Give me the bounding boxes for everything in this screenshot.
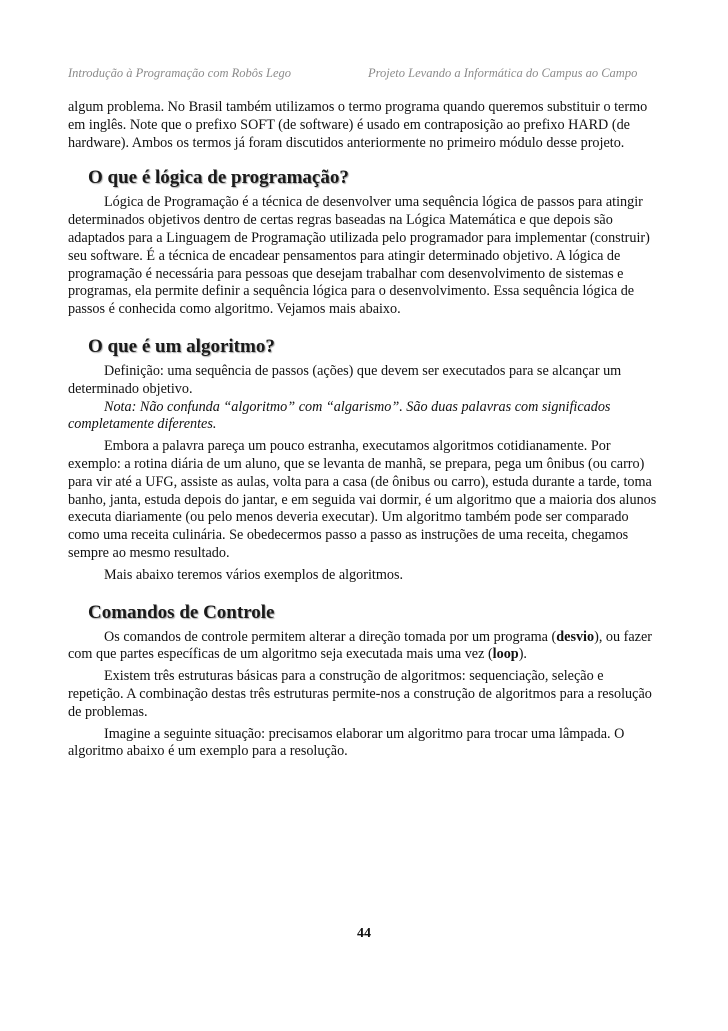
body-content <box>68 99 660 761</box>
paragraph-exemplos: Mais abaixo teremos vários exemplos de algoritmos. <box>104 566 404 583</box>
running-header-left: Introdução à Programação com Robôs Lego <box>68 66 292 80</box>
paragraph-situacao: Imagine a seguinte situação: precisamos elaborar um algoritmo para trocar uma lâmpada. O algoritmo abaixo é um exemplo para a resolução. <box>68 725 625 760</box>
comandos-text-2: ), ou fazer com que partes específicas de um algoritmo seja executada mais uma vez ( <box>68 628 652 663</box>
section-heading-logica: O que é lógica de programação? <box>88 167 349 189</box>
running-header-right: Projeto Levando a Informática do Campus ao Campo <box>368 66 638 80</box>
paragraph-comandos <box>68 629 660 665</box>
paragraph-nota: Nota: Não confunda “algoritmo” com “algarismo”. São duas palavras com significados completamente diferentes. <box>68 398 611 433</box>
section-heading-algoritmo: O que é um algoritmo? <box>88 335 275 357</box>
term-desvio: desvio <box>556 628 595 645</box>
paragraph-estruturas: Existem três estruturas básicas para a construção de algoritmos: sequenciação, seleção e repetição. A combinação destas três estruturas permite-nos a construção de algoritmos para a resolução de problemas. <box>68 668 652 720</box>
paragraph-definicao: Definição: uma sequência de passos (ações) que devem ser executados para se alcançar um determinado objetivo. <box>68 362 622 397</box>
paragraph-logica: Lógica de Programação é a técnica de desenvolver uma sequência lógica de passos para atingir determinados objetivos dentro de certas regras baseadas na Lógica Matemática e que depois são adaptados para a Linguagem de Programação utilizada pelo programador para implementar (construir) seu software. É a técnica de encadear pensamentos para atingir determinado objetivo. A lógica de programação é necessária para pessoas que desejam trabalhar com desenvolvimento de sistemas e programas, ela permite definir a sequência lógica para o desenvolvimento. Essa sequência lógica de passos é conhecida como algoritmo. Vejamos mais abaixo. <box>68 194 650 318</box>
intro-paragraph: algum problema. No Brasil também utilizamos o termo programa quando queremos substituir o termo em inglês. Note que o prefixo SOFT (de software) é usado em contraposição ao prefixo HARD (de hardware). Ambos os termos já foram discutidos anteriormente no primeiro módulo desse projeto. <box>68 99 648 151</box>
page-number: 44 <box>357 926 371 941</box>
comandos-text-1: Os comandos de controle permitem alterar a direção tomada por um programa ( <box>104 628 557 645</box>
term-loop: loop <box>492 646 519 663</box>
section-heading-comandos: Comandos de Controle <box>88 601 275 623</box>
comandos-text-3: ). <box>518 646 527 663</box>
paragraph-algoritmo: Embora a palavra pareça um pouco estranha, executamos algoritmos cotidianamente. Por exemplo: a rotina diária de um aluno, que se levanta de manhã, se prepara, pega um ônibus (ou carro) para vir até a UFG, assiste as aulas, volta para a casa (de ônibus ou carro), estuda durante a tarde, toma banho, janta, estuda depois do jantar, e em seguida vai dormir, é um algoritmo que a maioria dos alunos executa diariamente (ou pelo menos deveria executar). Um algoritmo também pode ser comparado como uma receita culinária. Se obedecermos passo a passo as instruções de uma receita, chegamos sempre ao mesmo resultado. <box>68 438 657 561</box>
